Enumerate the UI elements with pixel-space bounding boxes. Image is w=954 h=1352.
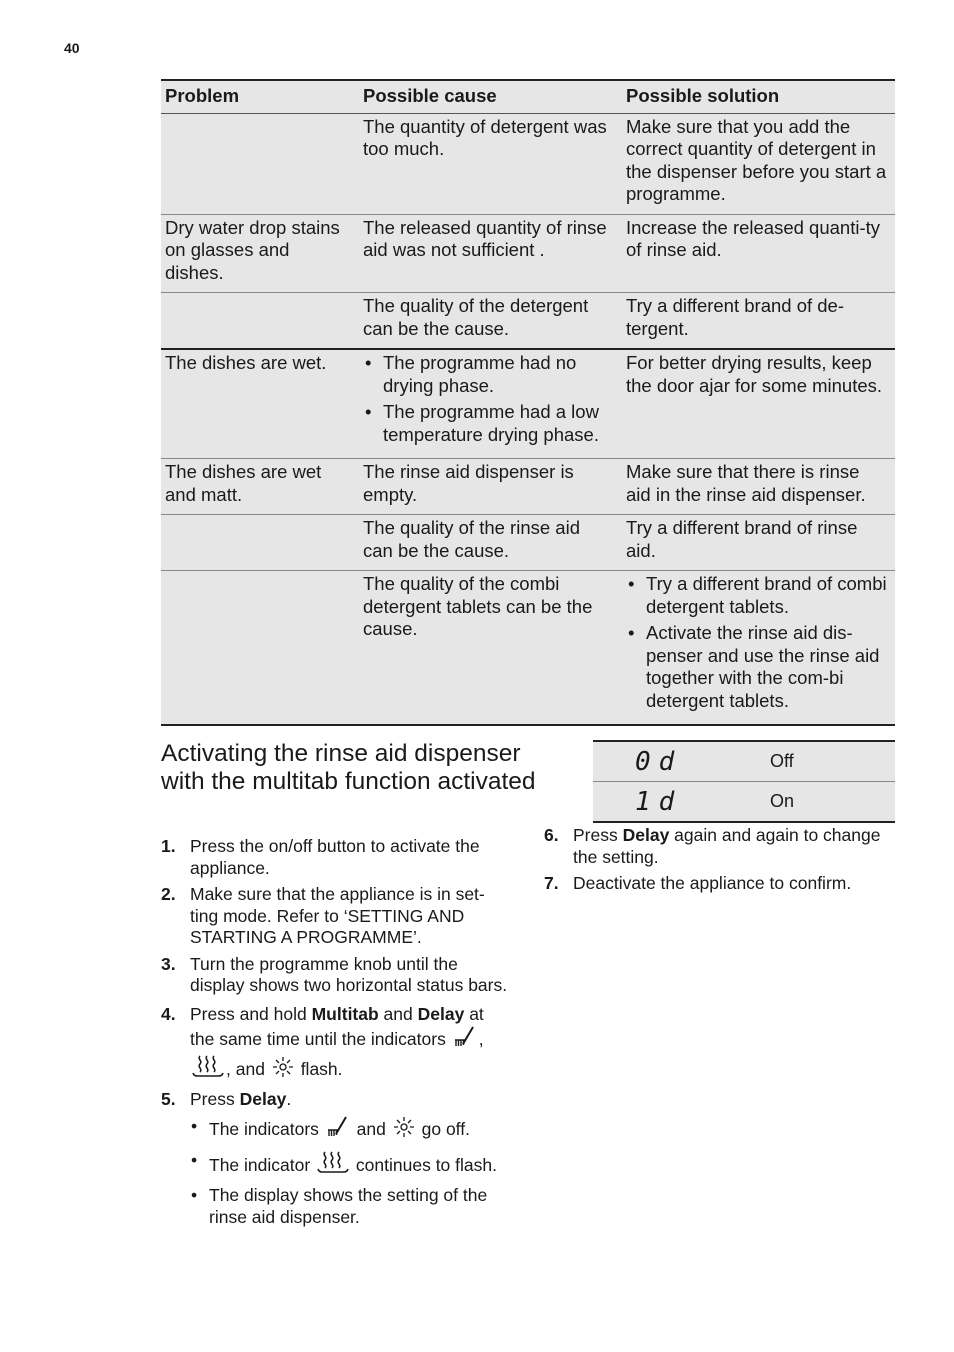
step-number: 7. — [544, 873, 559, 893]
troubleshooting-table — [161, 79, 895, 726]
step-4 — [161, 1002, 511, 1084]
list-item: • Try a different brand of combi detergent tablets. — [626, 573, 887, 618]
page-number: 40 — [64, 40, 80, 56]
cause-cell — [359, 349, 622, 459]
step-text: Press — [190, 1088, 240, 1109]
sub-text: go off. — [421, 1119, 470, 1139]
step-number: 3. — [161, 953, 176, 974]
table-row — [161, 515, 895, 571]
delay-keyword: Delay — [622, 825, 670, 845]
table-row — [161, 214, 895, 293]
problem-cell: Dry water drop stains on glasses and dishes. — [161, 214, 359, 293]
table-row — [161, 349, 895, 459]
solution-cell: Increase the released quanti-ty of rinse aid. — [622, 214, 895, 293]
problem-cell — [161, 515, 359, 571]
step-text: again and again to change the setting. — [573, 825, 881, 867]
drying-indicator-icon — [192, 1054, 224, 1084]
step-6 — [544, 825, 894, 868]
list-item: • The programme had a low temperature drying phase. — [363, 401, 614, 446]
cause-cell: The rinse aid dispenser is empty. — [359, 459, 622, 515]
step-text: and — [378, 1003, 418, 1024]
solution-cell: Make sure that there is rinse aid in the rinse aid dispenser. — [622, 459, 895, 515]
steps-list-left — [161, 836, 511, 1234]
list-item — [190, 1116, 511, 1144]
step-7 — [544, 873, 894, 895]
step-text: , — [478, 1028, 484, 1049]
sub-text: and — [356, 1119, 386, 1139]
display-code: 1d — [593, 782, 770, 823]
table-row — [593, 782, 895, 823]
rinse-aid-indicator-icon — [453, 1026, 477, 1054]
step-2 — [161, 884, 511, 949]
delay-keyword: Delay — [239, 1088, 287, 1109]
table-row — [161, 113, 895, 214]
step-number: 6. — [544, 825, 559, 845]
step-5 — [161, 1089, 511, 1229]
cause-cell: The quantity of detergent was too much. — [359, 113, 622, 214]
step-number: 5. — [161, 1088, 176, 1109]
step-text: Press and hold — [190, 1003, 312, 1024]
step-1 — [161, 836, 511, 879]
delay-keyword: Delay — [417, 1003, 465, 1024]
table-row — [161, 293, 895, 350]
step-5-sublist — [190, 1116, 511, 1228]
solution-cell — [622, 571, 895, 726]
multitab-indicator-icon — [393, 1116, 415, 1144]
cause-cell: The released quantity of rinse aid was not sufficient . — [359, 214, 622, 293]
rinse-aid-indicator-icon — [326, 1116, 350, 1144]
step-text: Turn the programme knob until the display shows two horizontal status bars. — [190, 953, 508, 995]
display-code: 0d — [593, 741, 770, 782]
sub-text: continues to flash. — [355, 1154, 497, 1175]
multitab-indicator-icon — [272, 1056, 294, 1084]
table-header-row — [161, 80, 895, 113]
problem-cell — [161, 113, 359, 214]
sub-text: The indicators — [209, 1119, 319, 1139]
setting-label: Off — [770, 741, 895, 782]
problem-cell — [161, 571, 359, 726]
step-number: 1. — [161, 836, 176, 856]
cause-cell: The quality of the detergent can be the cause. — [359, 293, 622, 350]
list-item — [190, 1185, 511, 1228]
problem-cell: The dishes are wet. — [161, 349, 359, 459]
header-possible-solution: Possible solution — [622, 80, 895, 113]
step-text: Press — [573, 825, 623, 845]
problem-cell — [161, 293, 359, 350]
step-3 — [161, 954, 511, 997]
step-text: Deactivate the appliance to confirm. — [573, 873, 852, 893]
cause-list — [363, 352, 614, 446]
steps-list-right — [544, 825, 894, 900]
step-text: , and — [226, 1058, 265, 1079]
step-text: Make sure that the appliance is in set-ting mode. Refer to ‘SETTING AND STARTING A PROGRAMME’. — [190, 884, 485, 947]
header-problem: Problem — [161, 80, 359, 113]
step-text: Press the on/off button to activate the appliance. — [190, 836, 480, 878]
list-item — [190, 1150, 511, 1180]
multitab-keyword: Multitab — [311, 1003, 379, 1024]
cause-cell: The quality of the rinse aid can be the cause. — [359, 515, 622, 571]
solution-cell: Try a different brand of rinse aid. — [622, 515, 895, 571]
list-item: • The programme had no drying phase. — [363, 352, 614, 397]
list-item: • Activate the rinse aid dis-penser and use the rinse aid together with the com-bi detergent tablets. — [626, 622, 887, 712]
solution-cell: For better drying results, keep the door ajar for some minutes. — [622, 349, 895, 459]
problem-cell: The dishes are wet and matt. — [161, 459, 359, 515]
solution-cell: Make sure that you add the correct quantity of detergent in the dispenser before you start a programme. — [622, 113, 895, 214]
step-number: 2. — [161, 884, 176, 904]
header-possible-cause: Possible cause — [359, 80, 622, 113]
setting-label: On — [770, 782, 895, 823]
step-text: . — [286, 1088, 292, 1109]
display-settings-table — [593, 740, 895, 823]
table-row — [161, 459, 895, 515]
step-text: at the same time until the indicators — [190, 1003, 484, 1049]
solution-cell: Try a different brand of de-tergent. — [622, 293, 895, 350]
step-text: flash. — [300, 1058, 343, 1079]
cause-cell: The quality of the combi detergent tablets can be the cause. — [359, 571, 622, 726]
table-row — [593, 741, 895, 782]
drying-indicator-icon — [317, 1150, 349, 1180]
step-number: 4. — [161, 1003, 176, 1024]
sub-text: The indicator — [209, 1154, 311, 1175]
sub-text: The display shows the setting of the rinse aid dispenser. — [209, 1185, 488, 1227]
table-row — [161, 571, 895, 726]
solution-list — [626, 573, 887, 712]
section-title: Activating the rinse aid dispenser with the multitab function activated — [161, 740, 536, 795]
